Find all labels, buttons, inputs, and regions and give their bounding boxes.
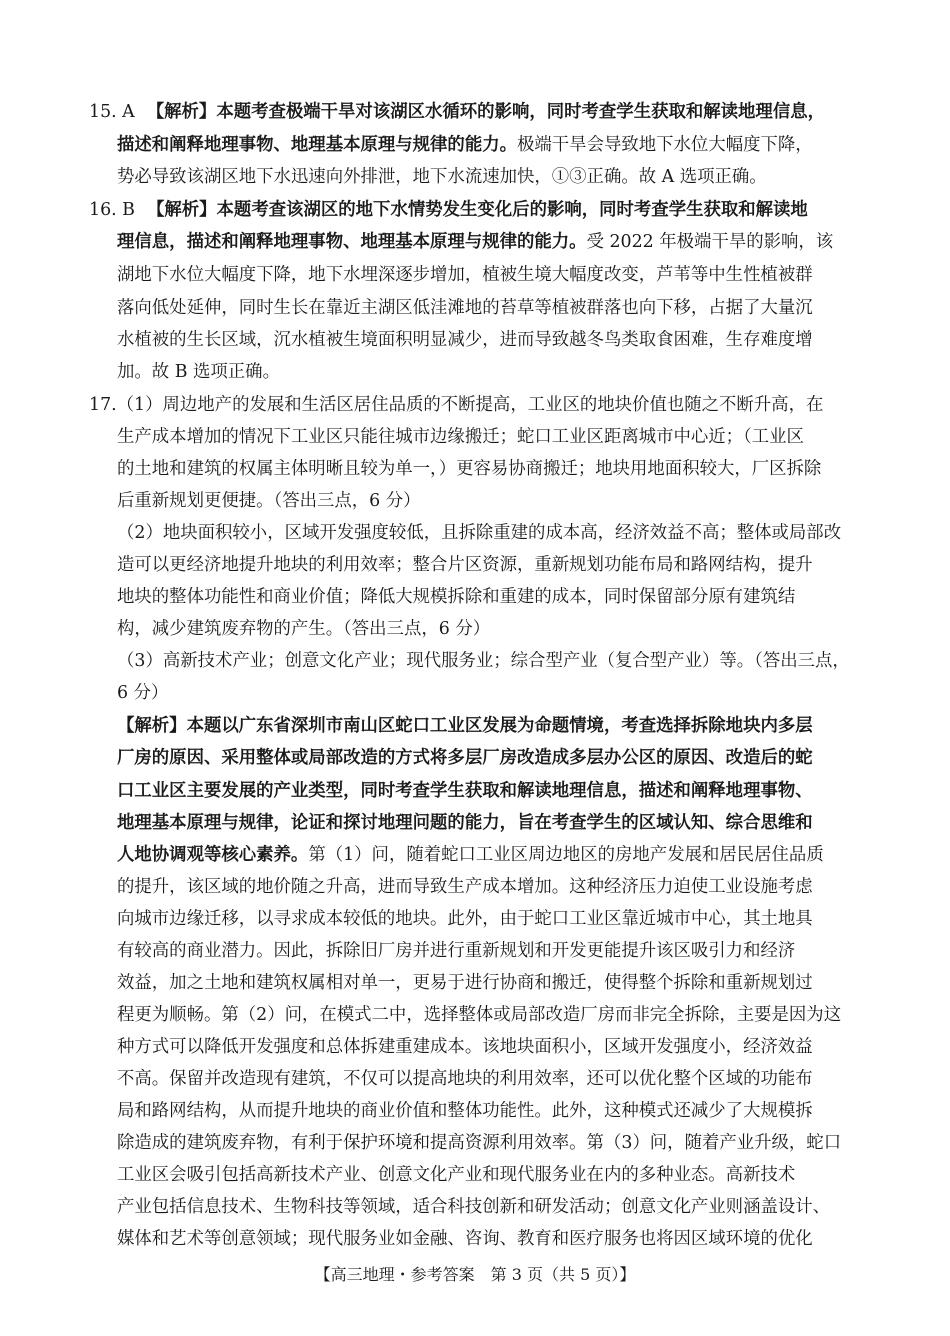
analysis-line-6: 的提升，该区域的地价随之升高，进而导致生产成本增加。这种经济压力迫使工业设施考虑: [117, 877, 813, 897]
q16-line-5: 水植被的生长区域，沉水植被生境面积明显减少，进而导致越冬鸟类取食困难，生存难度增: [117, 330, 813, 350]
q17-p3-line-1: （3）高新技术产业；创意文化产业；现代服务业；综合型产业（复合型产业）等。（答出三点，: [117, 651, 850, 671]
q16-line-2: 理信息，描述和阐释地理事物、地理基本原理与规律的能力。受 2022 年极端干旱的影响，该: [117, 232, 834, 252]
analysis-line-14: 除造成的建筑废弃物，有利于保护环境和提高资源利用效率。第（3）问，随着产业升级，蛇口: [117, 1133, 842, 1153]
q17-p2-line-4: 构，减少建筑废弃物的产生。（答出三点，6 分）: [117, 619, 491, 639]
q16-line-3: 湖地下水位大幅度下降，地下水埋深逐步增加，植被生境大幅度改变，芦苇等中生性植被群: [117, 265, 813, 285]
q16-line-1: 16. B 【解析】本题考查该湖区的地下水情势发生变化后的影响，同时考查学生获取和解读地: [89, 200, 808, 220]
analysis-line-10: 程更为顺畅。第（2）问，在模式二中，选择整体或局部改造厂房而非完全拆除，主要是因为这: [117, 1005, 842, 1025]
analysis-line-9: 效益，加之土地和建筑权属相对单一，更易于进行协商和搬迁，使得整个拆除和重新规划过: [117, 973, 813, 993]
q15-line-2: 描述和阐释地理事物、地理基本原理与规律的能力。极端干旱会导致地下水位大幅度下降，: [117, 135, 813, 155]
analysis-line-3: 口工业区主要发展的产业类型，同时考查学生获取和解读地理信息，描述和阐释地理事物、: [117, 781, 813, 801]
q17-p1-line-2: 生产成本增加的情况下工业区只能往城市边缘搬迁；蛇口工业区距离城市中心近；（工业区: [117, 427, 804, 447]
analysis-line-17: 媒体和艺术等创意领域；现代服务业如金融、咨询、教育和医疗服务也将因区域环境的优化: [117, 1229, 813, 1249]
analysis-line-5: 人地协调观等核心素养。第（1）问，随着蛇口工业区周边地区的房地产发展和居民居住品质: [117, 845, 824, 865]
analysis-line-16: 产业包括信息技术、生物科技等领域，适合科技创新和研发活动；创意文化产业则涵盖设计、: [117, 1197, 831, 1217]
q17-p2-line-1: （2）地块面积较小，区域开发强度较低，且拆除重建的成本高，经济效益不高；整体或局部改: [117, 523, 842, 543]
q17-p1-line-3: 的土地和建筑的权属主体明晰且较为单一，）更容易协商搬迁；地块用地面积较大，厂区拆除: [117, 459, 822, 479]
q17-p1-line-1: 17.（1）周边地产的发展和生活区居住品质的不断提高，工业区的地块价值也随之不断升高，在: [89, 395, 824, 415]
analysis-line-8: 有较高的商业潜力。因此，拆除旧厂房并进行重新规划和开发更能提升该区吸引力和经济: [117, 941, 796, 961]
q17-p2-line-3: 地块的整体功能性和商业价值；降低大规模拆除和重建的成本，同时保留部分原有建筑结: [117, 587, 796, 607]
analysis-line-4: 地理基本原理与规律，论证和探讨地理问题的能力，旨在考查学生的区域认知、综合思维和: [117, 813, 813, 833]
q17-p1-line-4: 后重新规划更便捷。（答出三点，6 分）: [117, 491, 421, 511]
q15-line-1: 15. A 【解析】本题考查极端干旱对该湖区水循环的影响，同时考查学生获取和解读地理信息，: [89, 102, 825, 122]
q16-line-4: 落向低处延伸，同时生长在靠近主湖区低洼滩地的苔草等植被群落也向下移，占据了大量沉: [117, 298, 813, 318]
q17-p2-line-2: 造可以更经济地提升地块的利用效率；整合片区资源，重新规划功能布局和路网结构，提升: [117, 555, 813, 575]
analysis-line-11: 种方式可以降低开发强度和总体拆建重建成本。该地块面积小，区域开发强度小，经济效益: [117, 1037, 813, 1057]
analysis-line-7: 向城市边缘迁移，以寻求成本较低的地块。此外，由于蛇口工业区靠近城市中心，其土地具: [117, 909, 813, 929]
q15-line-3: 势必导致该湖区地下水迅速向外排泄，地下水流速加快，①③正确。故 A 选项正确。: [117, 167, 767, 187]
analysis-line-15: 工业区会吸引包括高新技术产业、创意文化产业和现代服务业在内的多种业态。高新技术: [117, 1165, 796, 1185]
analysis-line-1: 【解析】本题以广东省深圳市南山区蛇口工业区发展为命题情境，考查选择拆除地块内多层: [117, 716, 813, 736]
analysis-line-2: 厂房的原因、采用整体或局部改造的方式将多层厂房改造成多层办公区的原因、改造后的蛇: [117, 748, 813, 768]
page-footer: 【高三地理・参考答案 第 3 页（共 5 页）】: [314, 1265, 636, 1284]
analysis-line-12: 不高。保留并改造现有建筑，不仅可以提高地块的利用效率，还可以优化整个区域的功能布: [117, 1069, 813, 1089]
analysis-line-13: 局和路网结构，从而提升地块的商业价值和整体功能性。此外，这种模式还减少了大规模拆: [117, 1101, 813, 1121]
q17-p3-line-2: 6 分）: [117, 683, 169, 703]
q16-line-6: 加。故 B 选项正确。: [117, 362, 280, 382]
